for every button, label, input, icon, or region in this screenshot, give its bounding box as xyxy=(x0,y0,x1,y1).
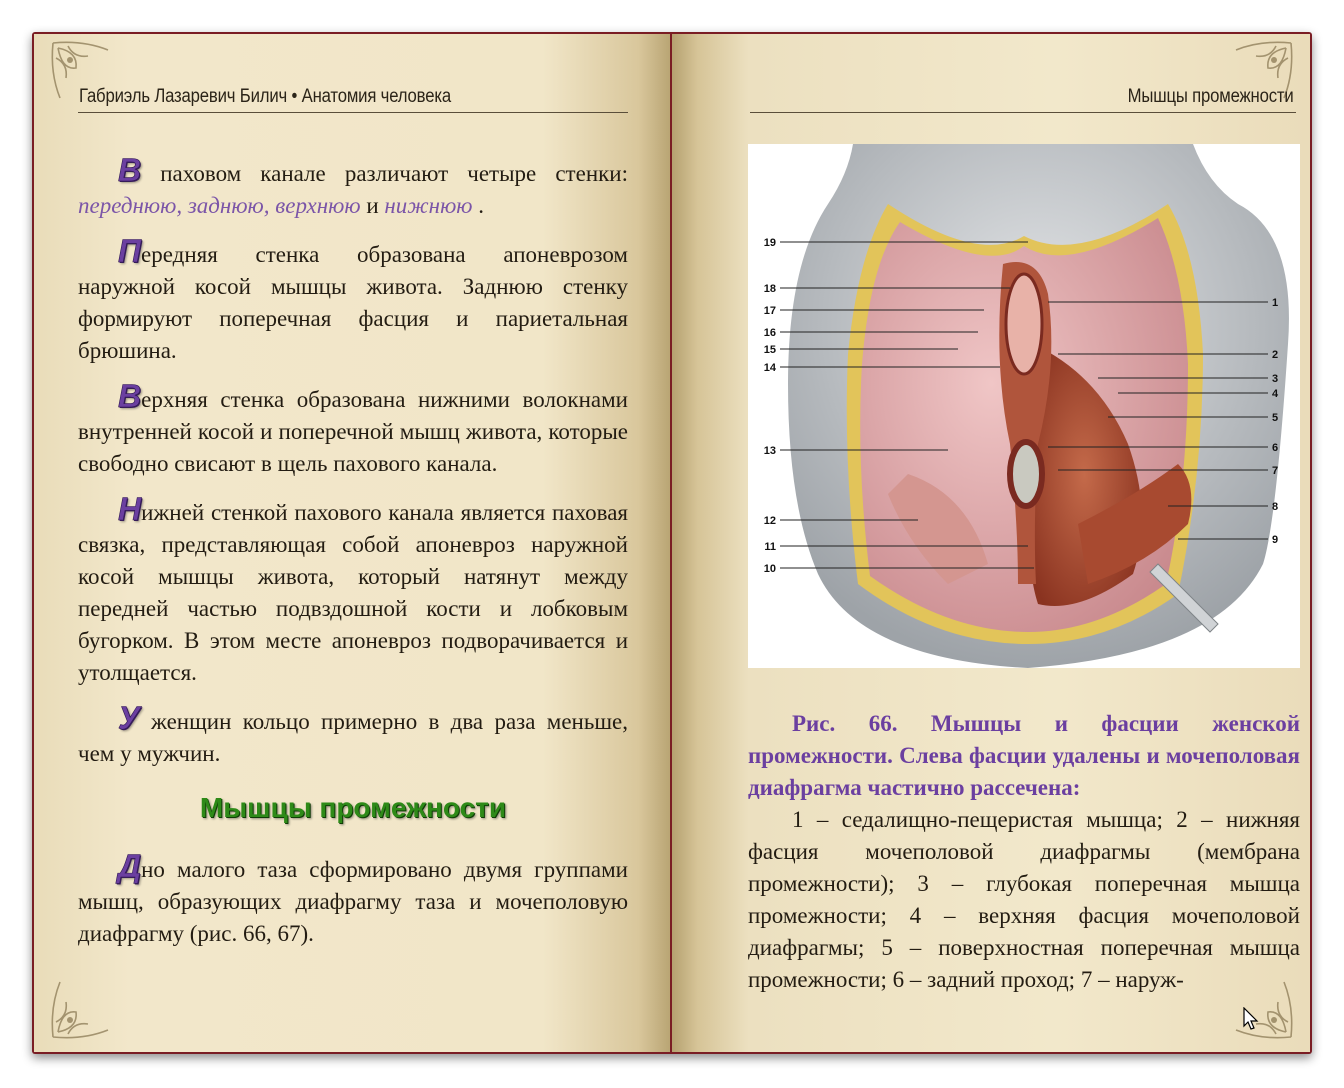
callout-label: 15 xyxy=(763,344,776,356)
left-page[interactable] xyxy=(34,34,670,1052)
callout-label: 6 xyxy=(1272,442,1279,454)
callout-label: 12 xyxy=(763,515,776,527)
mouse-cursor-icon xyxy=(1243,1007,1259,1031)
drop-cap: П xyxy=(118,233,142,269)
callout-label: 2 xyxy=(1272,349,1279,361)
highlight-term: нижнюю xyxy=(384,193,473,218)
header-rule xyxy=(750,112,1296,113)
paragraph-front-wall: Передняя стенка образована апоневрозом наружной косой мышцы живота. Заднюю стенку формируют поперечная фасция и париетальная брюшина. xyxy=(78,233,628,363)
callout-label: 7 xyxy=(1272,465,1279,477)
callout-label: 10 xyxy=(763,563,776,575)
callout-label: 3 xyxy=(1272,373,1279,385)
callout-label: 5 xyxy=(1272,412,1279,424)
right-page[interactable] xyxy=(672,34,1310,1052)
paragraph-pelvic-floor: Дно малого таза сформировано двумя группами мышц, образующих диафрагму таза и мочеполовую диафрагму (рис. 66, 67). xyxy=(78,848,628,946)
highlight-term: переднюю, заднюю, верхнюю xyxy=(78,193,361,218)
caption-body: 1 – седалищно-пещеристая мышца; 2 – нижняя фасция мочеполовой диафрагмы (мембрана промежности); 3 – глубокая поперечная мышца промежности; 4 – верхняя фасция мочеполовой диафрагмы; 5 – поверхностная поперечная мышца промежности; 6 – задний проход; 7 – наруж- xyxy=(748,807,1300,992)
running-head: Габриэль Лазаревич Билич • Анатомия человека xyxy=(79,86,451,107)
paragraph-walls: В паховом канале различают четыре стенки: переднюю, заднюю, верхнюю и нижнюю . xyxy=(78,152,628,218)
paragraph-lower-wall: Нижней стенкой пахового канала является паховая связка, представляющая собой апоневроз наружной косой мышцы живота, который натянут между передней частью подвздошной кости и лобковым бугорком. В этом месте апоневроз подворачивается и утолщается. xyxy=(78,491,628,685)
section-title: Мышцы промежности xyxy=(199,792,507,823)
callout-label: 14 xyxy=(763,362,776,374)
anatomy-illustration xyxy=(748,144,1300,668)
figure-caption xyxy=(748,708,1300,996)
callout-label: 8 xyxy=(1272,501,1279,513)
drop-cap: Д xyxy=(118,848,142,884)
paragraph-women: У женщин кольцо примерно в два раза меньше, чем у мужчин. xyxy=(78,700,628,766)
corner-ornament-icon xyxy=(48,972,118,1042)
paragraph-upper-wall: Верхняя стенка образована нижними волокнами внутренней косой и поперечной мышц живота, которые свободно свисают в щель пахового канала. xyxy=(78,378,628,476)
callout-label: 16 xyxy=(763,327,776,339)
drop-cap: У xyxy=(118,700,140,736)
caption-title: Рис. 66. Мышцы и фасции женской промежности. Слева фасции удалены и мочеполовая диафрагма частично рассечена: xyxy=(748,711,1300,800)
callout-label: 13 xyxy=(763,445,776,457)
callout-label: 11 xyxy=(764,541,776,553)
drop-cap: Н xyxy=(118,491,142,527)
callout-label: 1 xyxy=(1272,297,1279,309)
callout-label: 19 xyxy=(763,237,776,249)
drop-cap: В xyxy=(118,152,142,188)
left-body-text xyxy=(78,154,628,963)
callout-label: 18 xyxy=(763,283,776,295)
anatomy-figure xyxy=(748,144,1300,668)
book xyxy=(32,32,1312,1054)
callout-label: 4 xyxy=(1272,388,1279,400)
callout-label: 9 xyxy=(1272,534,1279,546)
running-head: Мышцы промежности xyxy=(1128,86,1294,107)
header-rule xyxy=(78,112,628,113)
callout-label: 17 xyxy=(763,305,776,317)
drop-cap: В xyxy=(118,378,142,414)
